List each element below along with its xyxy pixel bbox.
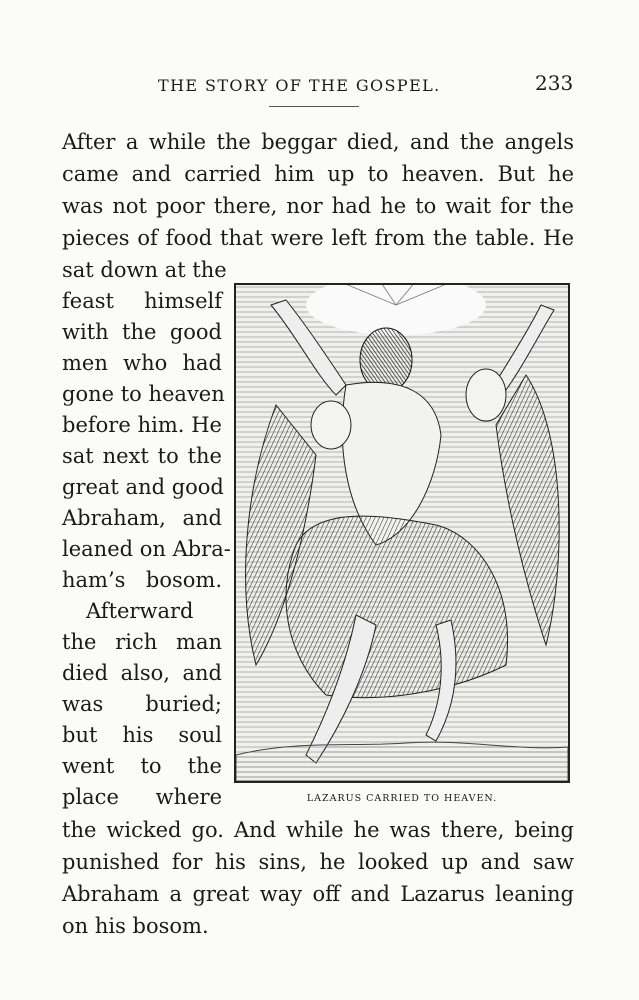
text-line: great and good — [62, 475, 224, 499]
text-line: came and carried him up to heaven. But he — [62, 162, 574, 186]
text-line: was not poor there, nor had he to wait for the — [62, 194, 574, 218]
figure-caption: LAZARUS CARRIED TO HEAVEN. — [306, 793, 498, 804]
text-line: After a while the beggar died, and the angels — [62, 130, 574, 154]
text-line: feast himself — [62, 289, 222, 313]
text-line: the wicked go. And while he was there, being — [62, 818, 574, 842]
text-line: ham’s bosom. — [62, 568, 222, 592]
text-line: on his bosom. — [62, 914, 209, 938]
text-line: pieces of food that were left from the table. He — [62, 226, 574, 250]
text-line: punished for his sins, he looked up and saw — [62, 850, 574, 874]
engraving-illustration — [234, 283, 570, 783]
header-rule — [269, 106, 359, 107]
text-line: was buried; — [62, 692, 222, 716]
text-line: Abraham a great way off and Lazarus leaning — [62, 882, 574, 906]
text-line: sat next to the — [62, 444, 222, 468]
text-line: before him. He — [62, 413, 222, 437]
text-line: sat down at the — [62, 258, 227, 282]
text-line: place where — [62, 785, 222, 809]
text-line: but his soul — [62, 723, 222, 747]
text-line: leaned on Abra- — [62, 537, 231, 561]
text-line: went to the — [62, 754, 222, 778]
text-line: Afterward — [86, 599, 194, 623]
text-line: Abraham, and — [62, 506, 222, 530]
running-head: THE STORY OF THE GOSPEL. — [158, 76, 441, 95]
text-line: with the good — [62, 320, 222, 344]
text-line: gone to heaven — [62, 382, 225, 406]
distant-hills — [236, 742, 568, 781]
text-line: died also, and — [62, 661, 222, 685]
angel-right-head — [466, 369, 506, 421]
text-line: the rich man — [62, 630, 222, 654]
text-line: men who had — [62, 351, 222, 375]
angel-left-head — [311, 401, 351, 449]
page-number: 233 — [535, 71, 574, 95]
